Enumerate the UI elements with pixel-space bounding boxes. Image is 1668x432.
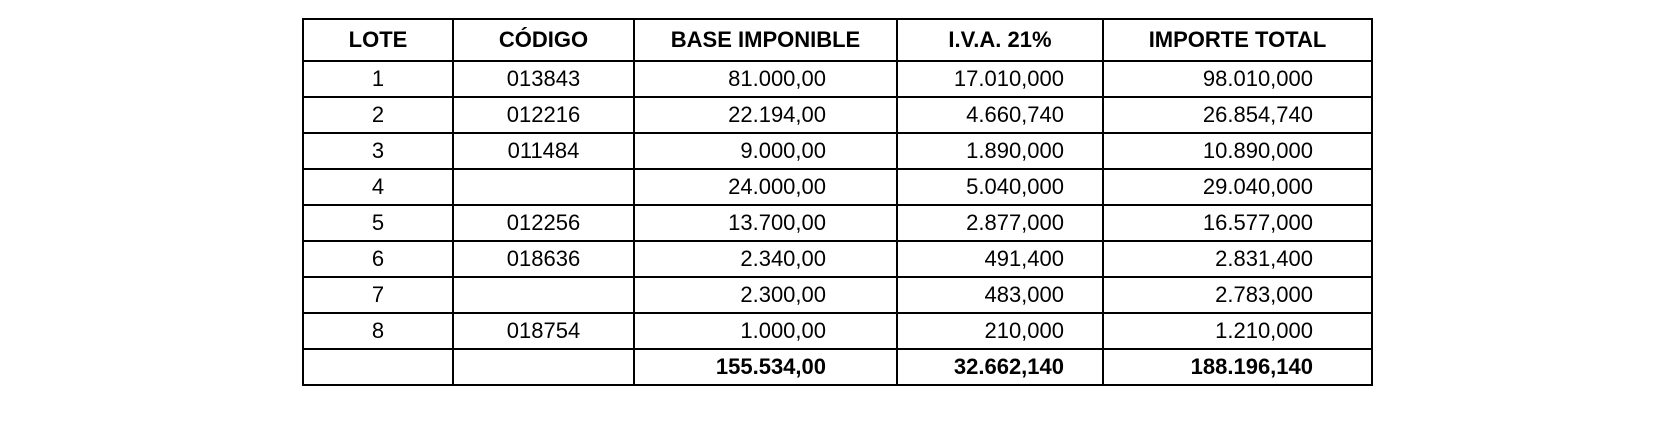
cell-lote: 7 bbox=[303, 277, 453, 313]
cell-codigo: 012216 bbox=[453, 97, 634, 133]
totals-base: 155.534,00 bbox=[634, 349, 897, 385]
cell-lote: 2 bbox=[303, 97, 453, 133]
totals-iva: 32.662,140 bbox=[897, 349, 1103, 385]
cell-lote: 5 bbox=[303, 205, 453, 241]
totals-lote bbox=[303, 349, 453, 385]
header-importe-total: IMPORTE TOTAL bbox=[1103, 19, 1372, 61]
table-row bbox=[303, 97, 1372, 133]
cell-lote: 6 bbox=[303, 241, 453, 277]
cell-base: 13.700,00 bbox=[634, 205, 897, 241]
header-iva: I.V.A. 21% bbox=[897, 19, 1103, 61]
cell-lote: 4 bbox=[303, 169, 453, 205]
header-lote: LOTE bbox=[303, 19, 453, 61]
cell-codigo: 018636 bbox=[453, 241, 634, 277]
cell-base: 22.194,00 bbox=[634, 97, 897, 133]
cell-base: 1.000,00 bbox=[634, 313, 897, 349]
table-row bbox=[303, 313, 1372, 349]
lots-table bbox=[302, 18, 1373, 386]
cell-total: 29.040,000 bbox=[1103, 169, 1372, 205]
cell-lote: 3 bbox=[303, 133, 453, 169]
cell-total: 26.854,740 bbox=[1103, 97, 1372, 133]
cell-total: 2.831,400 bbox=[1103, 241, 1372, 277]
cell-iva: 1.890,000 bbox=[897, 133, 1103, 169]
totals-row bbox=[303, 349, 1372, 385]
header-codigo: CÓDIGO bbox=[453, 19, 634, 61]
cell-codigo: 013843 bbox=[453, 61, 634, 97]
cell-iva: 17.010,000 bbox=[897, 61, 1103, 97]
table-row bbox=[303, 277, 1372, 313]
cell-codigo bbox=[453, 169, 634, 205]
cell-base: 9.000,00 bbox=[634, 133, 897, 169]
lots-table-container bbox=[302, 18, 1373, 386]
cell-iva: 483,000 bbox=[897, 277, 1103, 313]
cell-total: 16.577,000 bbox=[1103, 205, 1372, 241]
cell-total: 10.890,000 bbox=[1103, 133, 1372, 169]
cell-codigo: 011484 bbox=[453, 133, 634, 169]
cell-base: 2.340,00 bbox=[634, 241, 897, 277]
table-row bbox=[303, 169, 1372, 205]
cell-total: 1.210,000 bbox=[1103, 313, 1372, 349]
cell-lote: 1 bbox=[303, 61, 453, 97]
header-base-imponible: BASE IMPONIBLE bbox=[634, 19, 897, 61]
totals-codigo bbox=[453, 349, 634, 385]
cell-base: 24.000,00 bbox=[634, 169, 897, 205]
cell-base: 81.000,00 bbox=[634, 61, 897, 97]
table-row bbox=[303, 205, 1372, 241]
cell-iva: 4.660,740 bbox=[897, 97, 1103, 133]
cell-iva: 2.877,000 bbox=[897, 205, 1103, 241]
cell-lote: 8 bbox=[303, 313, 453, 349]
cell-iva: 5.040,000 bbox=[897, 169, 1103, 205]
cell-codigo: 012256 bbox=[453, 205, 634, 241]
cell-total: 98.010,000 bbox=[1103, 61, 1372, 97]
cell-iva: 491,400 bbox=[897, 241, 1103, 277]
cell-iva: 210,000 bbox=[897, 313, 1103, 349]
table-row bbox=[303, 133, 1372, 169]
cell-total: 2.783,000 bbox=[1103, 277, 1372, 313]
table-header-row bbox=[303, 19, 1372, 61]
table-row bbox=[303, 241, 1372, 277]
table-row bbox=[303, 61, 1372, 97]
cell-base: 2.300,00 bbox=[634, 277, 897, 313]
cell-codigo bbox=[453, 277, 634, 313]
totals-importe-total: 188.196,140 bbox=[1103, 349, 1372, 385]
cell-codigo: 018754 bbox=[453, 313, 634, 349]
